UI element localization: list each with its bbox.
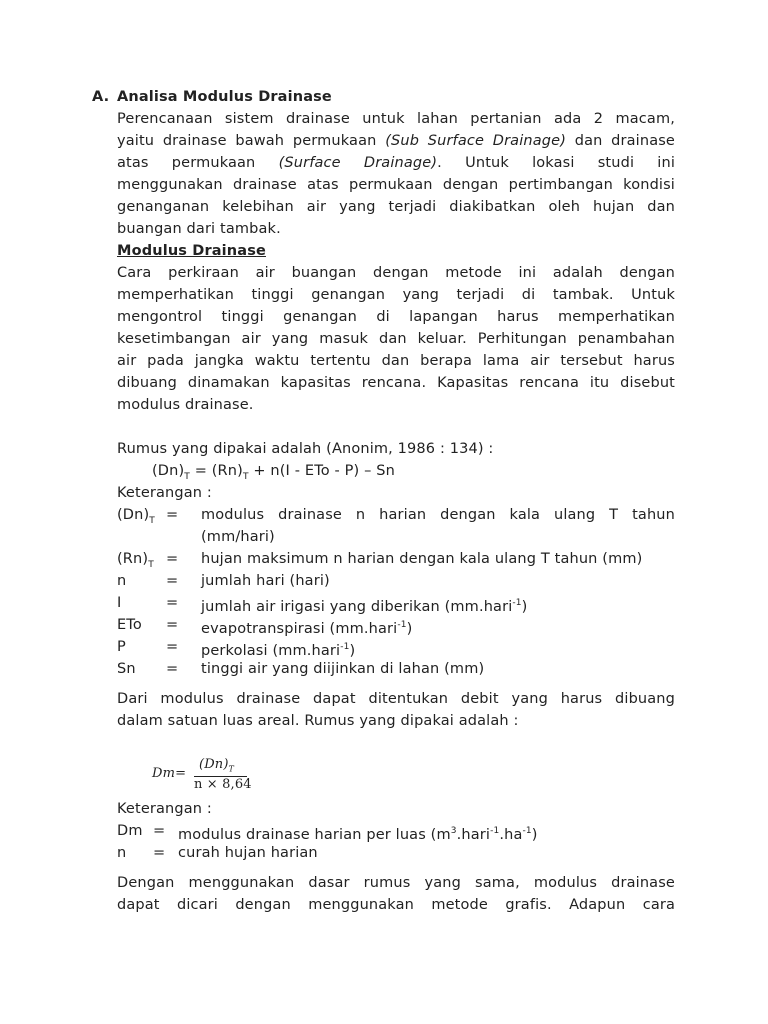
para4-line-2: dapat dicari dengan menggunakan metode grafis. Adapun cara (117, 897, 675, 913)
def-n-2: n = curah hujan harian (117, 845, 318, 861)
keterangan-label-1: Keterangan : (117, 485, 212, 501)
formula1: $(Dn)_T = (Rn)_T + n(I$ - ETo - P) – Sn (152, 463, 395, 482)
para2-line-5: air pada jangka waktu tertentu dan berapa lama air tersebut harus (117, 353, 675, 369)
definition-list-1: $(Dn)_T$ = modulus drainase n harian dengan kala ulang T tahun (mm/hari) $(Rn)_T$ = hujan maksimum n harian dengan kala ulang T tahun (mm) n = jumlah hari (hari) I = jumlah air irigasi yang diberikan (mm.hari$^{-1}$) ETo = evapotranspirasi (mm.hari$^{-1}$) P = perkolasi (mm.hari$^{-1}$) Sn = tinggi air yang diijinkan di lahan (mm) (117, 507, 675, 677)
def-dm: Dm = modulus drainase harian per luas $(m^3.hari^{-1}.ha^{-1})$ (117, 823, 538, 843)
formula2-lhs: Dm= (152, 766, 187, 781)
section-title: Analisa Modulus Drainase (117, 89, 332, 105)
intro-line-4: menggunakan drainase atas permukaan dengan pertimbangan kondisi (117, 177, 675, 193)
para3-line-1: Dari modulus drainase dapat ditentukan debit yang harus dibuang (117, 691, 675, 707)
para4-line-1: Dengan menggunakan dasar rumus yang sama, modulus drainase (117, 875, 675, 891)
para3-line-2: dalam satuan luas areal. Rumus yang dipakai adalah : (117, 713, 519, 729)
intro-line-6: buangan dari tambak. (117, 221, 281, 237)
formula2-fraction-bar (194, 776, 247, 777)
formula2-numerator: $(Dn)_T$ (199, 757, 235, 774)
para2-line-1: Cara perkiraan air buangan dengan metode ini adalah dengan (117, 265, 675, 281)
para2-line-7: modulus drainase. (117, 397, 254, 413)
para2-line-3: mengontrol tinggi genangan di lapangan harus memperhatikan (117, 309, 675, 325)
subheading: Modulus Drainase (117, 243, 266, 259)
intro-line-1: Perencanaan sistem drainase untuk lahan pertanian ada 2 macam, (117, 111, 675, 127)
para2-line-2: memperhatikan tinggi genangan yang terjadi di tambak. Untuk (117, 287, 675, 303)
keterangan-label-2: Keterangan : (117, 801, 212, 817)
formula2-denominator: n × 8,64 (194, 777, 252, 792)
para2-line-6: dibuang dinamakan kapasitas rencana. Kapasitas rencana itu disebut (117, 375, 675, 391)
para2-line-4: kesetimbangan air yang masuk dan keluar. Perhitungan penambahan (117, 331, 675, 347)
intro-line-5: genanganan kelebihan air yang terjadi diakibatkan oleh hujan dan (117, 199, 675, 215)
section-marker: A. (92, 89, 110, 105)
intro-line-2: yaitu drainase bawah permukaan (Sub Surface Drainage) dan drainase (117, 133, 675, 149)
formula1-intro: Rumus yang dipakai adalah (Anonim, 1986 : 134) : (117, 441, 494, 457)
intro-line-3: atas permukaan (Surface Drainage). Untuk lokasi studi ini (117, 155, 676, 171)
